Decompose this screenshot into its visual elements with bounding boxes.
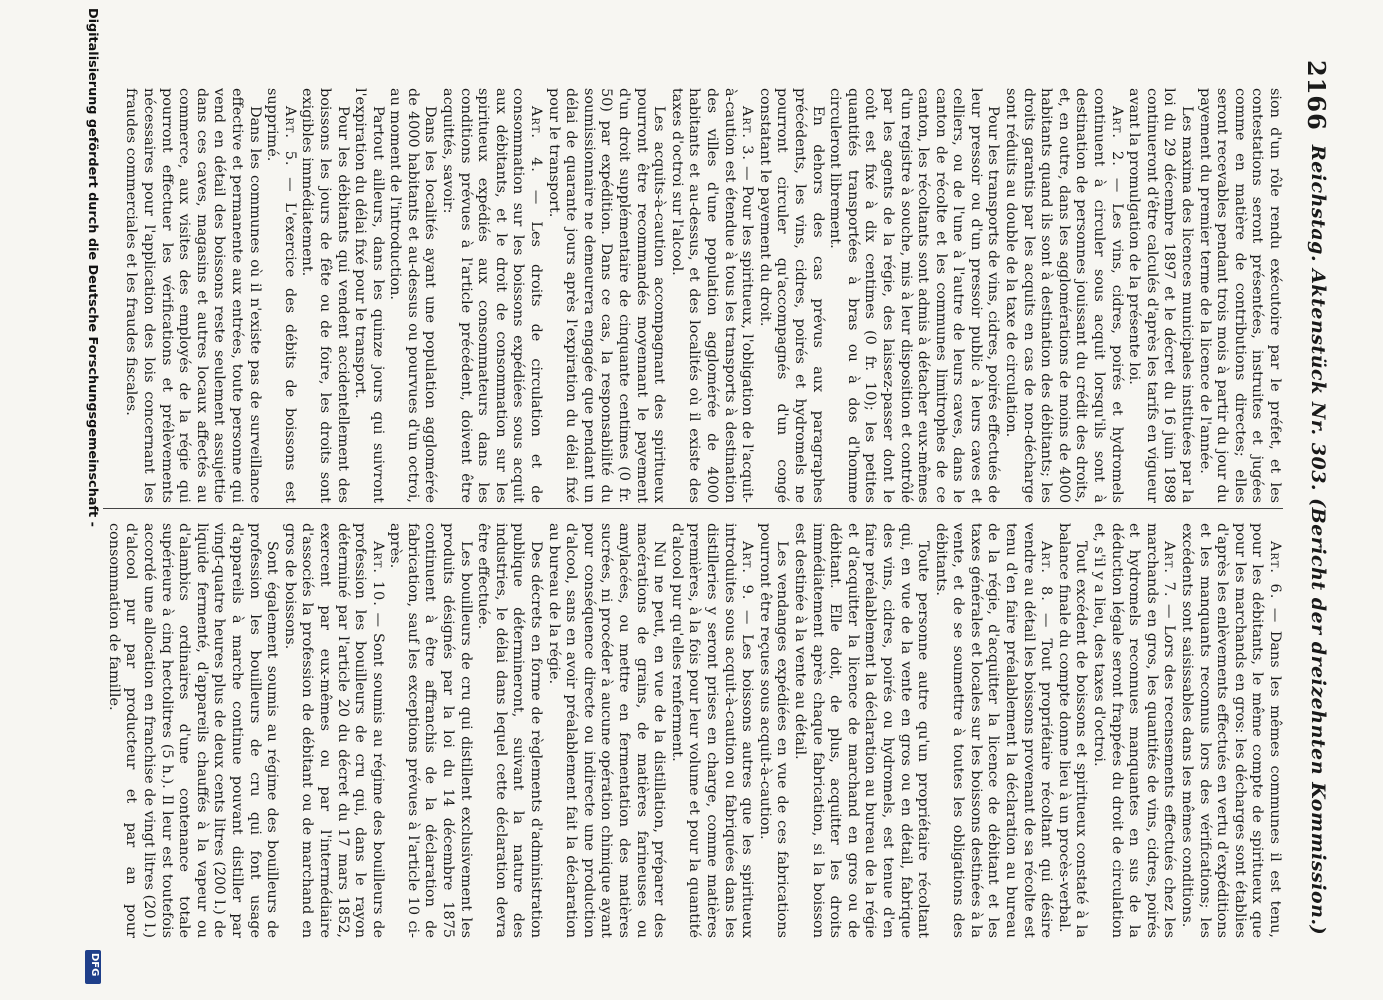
paragraph: sion d'un rôle rendu exécutoire par le préfet, et les contestations seront présentées, instruites et jugées comme en matière de contributions directes; elles seront recevables pendant trois mois à partir du jour du payement du premier terme de la licence de l'année.: [1196, 88, 1283, 503]
paragraph: Les bouilleurs de cru qui distillent exclusivement les produits désignés par la loi du 14 décembre 1875 continuent à être affranchis de la déclaration de fabrication, sauf les exceptions prévues à l'article 10 ci-après.: [387, 523, 474, 938]
paragraph: Les vendanges expédiées en vue de ces fabrications pourront être reçues sous acquit-à-caution.: [756, 523, 791, 938]
dfg-logo-text: DFG: [89, 953, 100, 977]
right-column: [103, 523, 1283, 938]
article-text: — Lors des recensements effectués chez les marchands en gros, les quantités de vins, cidres, poirés et hydromels reconnues manquantes en sus de la déduction légale seront frappées du droit de circulation et, s'il y a lieu, des taxes d'octroi.: [1091, 523, 1178, 938]
article-10: [280, 523, 386, 938]
article-text: — Les vins, cidres, poirés et hydromels continuent à circuler sous acquit lorsqu'ils sont à destination de personnes jouissant du crédit des droits, et, en outre, dans les agglomérations de moins de 4000 habitants quand ils sont à destination des débitants; les droits garantis par les acquits en cas de non-décharge sont réduits au double de la taxe de circulation.: [1003, 88, 1125, 503]
paragraph: Dans les communes où il n'existe pas de surveillance effective et permanente aux entrées, toute personne qui vend en détail des boissons reste seulement assujettie dans ces caves, magasins et autres locaux affectés au commerce, aux visites des employés de la régie qui pourront effectuer les vérifications et prélèvements nécessaires pour l'application des lois concernant les fraudes commerciales et les fraudes fiscales.: [123, 88, 263, 503]
article-text: — Sont soumis au régime des bouilleurs de profession les bouilleurs de cru qui, dans le rayon déterminé par l'article 20 du décret du 17 mars 1852, exercent par eux-mêmes ou par l'intermédiaire d'associés la profession de débitant ou de marchand en gros de boissons.: [281, 523, 386, 938]
article-5: [263, 88, 298, 503]
article-label: Art. 7.: [1161, 541, 1178, 598]
dfg-logo: [85, 950, 101, 984]
article-text: — Pour les spiritueux, l'obligation de l'acquit-à-caution est étendue à tous les transports à destination des villes d'une population agglomérée de 4000 habitants et au-dessus, et des localités où il existe des taxes d'octroi sur l'alcool.: [668, 88, 756, 503]
article-2: [1002, 88, 1125, 503]
article-text: — L'exercice des débits de boissons est supprimé.: [264, 88, 298, 503]
paragraph: En dehors des cas prévus aux paragraphes précédents, les vins, cidres, poirés et hydromels ne pourront circuler qu'accompagnés d'un congé constatant le payement du droit.: [756, 88, 826, 503]
paragraph: Des décrets en forme de règlements d'administration publique détermineront, suivant la nature des industries, le délai dans lequel cette déclaration devra être effectuée.: [475, 523, 545, 938]
article-label: Art. 10.: [369, 541, 386, 607]
paragraph: Sont également soumis au régime des bouilleurs de profession les bouilleurs de cru qui font usage d'appareils à marche continue pouvant distiller par vingt-quatre heures plus de deux cents litres (200 l.) de liquide fermenté, d'appareils chauffés à la vapeur ou d'alambics ordinaires d'une contenance totale supérieure à cinq hectolitres (5 h.). Il leur est toutefois accordé une allocation en franchise de vingt litres (20 l.) d'alcool pur par producteur et par an pour consommation de famille.: [105, 523, 281, 938]
article-9: [667, 523, 755, 938]
article-8: [931, 523, 1054, 938]
page-number: 2166: [1302, 60, 1331, 131]
paragraph: Nul ne peut, en vue de la distillation, préparer des macérations de grains, de matières farineuses ou amylacées, ou mettre en fermentation des matières sucrées, ni procéder à aucune opération chimique ayant pour conséquence directe ou indirecte une production d'alcool, sans en avoir préalablement fait la déclaration au bureau de la régie.: [545, 523, 668, 938]
article-text: — Tout propriétaire récoltant qui désire vendre au détail les boissons provenant de sa récolte est tenu d'en faire préalablement la déclaration au bureau de la régie, d'acquitter la licence de débitant et les taxes générales et locales sur les boissons destinées à la vente, et de se soumettre à toutes les obligations des débitants.: [932, 523, 1055, 938]
article-label: Art. 9.: [739, 541, 756, 601]
article-7: [1089, 523, 1177, 938]
left-column: [103, 88, 1283, 503]
column-divider: [103, 508, 1283, 509]
paragraph: Tout excédent de boissons et spiritueux constaté à la balance finale du compte donne lieu à un procès-verbal.: [1055, 523, 1090, 938]
paragraph: Pour les débitants qui vendent accidentellement des boissons les jours de fête ou de foire, les droits sont exigibles immédiatement.: [299, 88, 351, 503]
page-header: [1297, 60, 1331, 940]
digitization-note: Digitalisierung gefördert durch die Deutsche Forschungsgemeinschaft -: [85, 8, 100, 527]
paragraph: Les maxima des licences municipales instituées par la loi du 29 décembre 1897 et le décret du 16 juin 1898 continueront d'être calculés d'après les tarifs en vigueur avant la promulgation de la présente loi.: [1126, 88, 1196, 503]
running-head: Reichstag. Aktenstück Nr. 303. (Bericht der dreizehnten Kommission.): [1307, 144, 1329, 936]
article-6: [1177, 523, 1283, 938]
article-label: Art. 4.: [528, 106, 545, 173]
article-label: Art. 8.: [1038, 541, 1055, 602]
paragraph: Pour les transports de vins, cidres, poirés effectués de leur pressoir ou d'un pressoir public à leurs caves et celliers, ou de l'une à l'autre de leurs caves, dans le canton de récolte et les communes limitrophes de ce canton, les récoltants sont admis à détacher eux-mêmes d'un registre à souche, mis à leur disposition et contrôlé par les agents de la régie, des laissez-passer dont le coût est fixé à dix centimes (0 fr. 10); les petites quantités transportées à bras ou à dos d'homme circuleront librement.: [827, 88, 1002, 503]
article-3: [667, 88, 755, 503]
article-text: — Les droits de circulation et de consommation sur les boissons expédiées sous acquit aux débitants, et le droit de consommation sur les spiritueux expédiés aux consommateurs dans les conditions prévues à l'article précédent, doivent être acquittés, savoir:: [440, 88, 545, 503]
article-4: [439, 88, 545, 503]
article-label: Art. 5.: [281, 106, 298, 167]
article-label: Art. 6.: [1267, 541, 1283, 600]
paragraph: Toute personne autre qu'un propriétaire récoltant qui, en vue de la vente en gros ou en détail, fabrique des vins, cidres, poirés ou hydromels, est tenue d'en faire préalablement la déclaration au bureau de la régie et d'acquitter la licence de marchand en gros ou de débitant. Elle doit, de plus, acquitter les droits immédiatement après chaque fabrication, si la boisson est destinée à la vente au détail.: [791, 523, 932, 938]
paragraph: Les acquits-à-caution accompagnant des spiritueux pourront être recommandés moyennant le payement d'un droit supplémentaire de cinquante centimes (0 fr. 50) par expédition. Dans ce cas, la responsabilité du soumissionnaire ne demeurera engagée que pendant un délai de quarante jours après l'expiration du délai fixé pour le transport.: [545, 88, 668, 503]
article-label: Art. 2.: [1108, 106, 1125, 167]
article-text: — Dans les mêmes communes il est tenu, pour les débitants, le même compte de spiritueux que pour les marchands en gros: les décharges sont établies d'après les enlèvements effectués en vertu d'expéditions et les manquants reconnus lors des vérifications; les excédents sont saisissables dans les mêmes conditions.: [1179, 523, 1283, 938]
article-label: Art. 3.: [739, 106, 756, 161]
paragraph: Partout ailleurs, dans les quinze jours qui suivront l'expiration du délai fixé pour le transport.: [352, 88, 386, 503]
article-text: — Les boissons autres que les spiritueux introduites sous acquit-à-caution ou fabriquées dans les distilleries y seront prises en charge, comme matières premières, à la fois pour leur volume et pour la quantité d'alcool pur qu'elles renferment.: [668, 523, 756, 938]
paragraph: Dans les localités ayant une population agglomérée de 4000 habitants et au-dessus ou pourvues d'un octroi, au moment de l'introduction.: [387, 88, 439, 503]
